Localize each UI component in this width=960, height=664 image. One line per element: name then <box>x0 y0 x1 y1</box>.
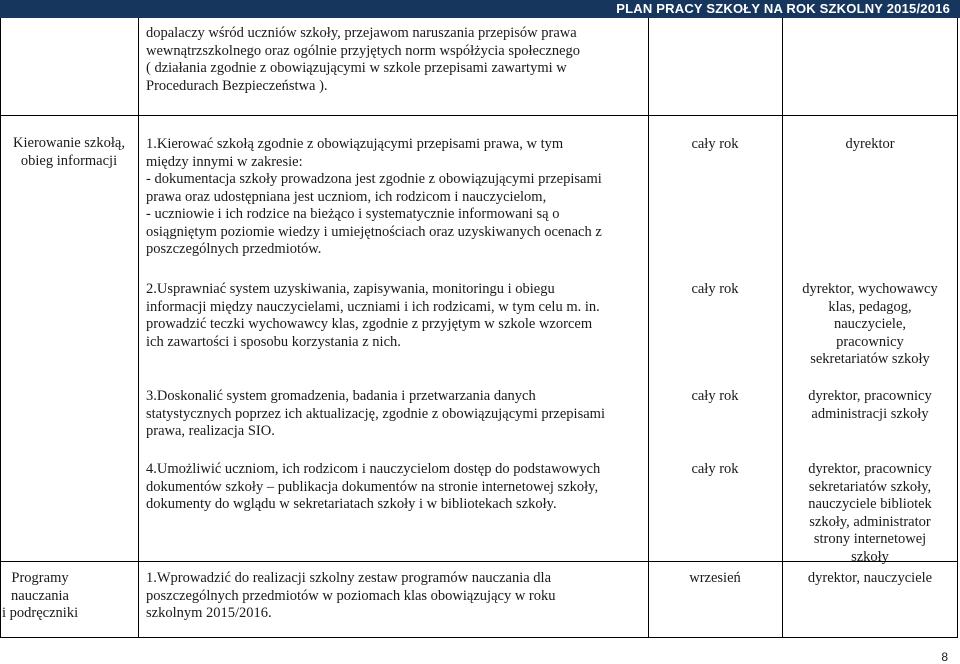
area-programy <box>2 570 78 623</box>
text-line: szkoły, administrator <box>809 513 931 530</box>
table-border-right <box>957 18 958 638</box>
text-line: dyrektor, nauczyciele <box>807 570 933 586</box>
text-line: pracownicy <box>836 333 904 350</box>
text-line: dyrektor, pracownicy <box>808 461 932 477</box>
text-line: dyrektor <box>845 136 895 152</box>
text-line: między innymi w zakresie: <box>146 153 303 170</box>
term-programy-1: wrzesień <box>689 570 741 586</box>
responsible-programy-1 <box>784 570 956 588</box>
table-border-left <box>0 18 1 638</box>
document-header-title: PLAN PRACY SZKOŁY NA ROK SZKOLNY 2015/2016 <box>616 1 950 16</box>
term-kierowanie-1: cały rok <box>691 136 739 152</box>
text-line: sekretariatów szkoły, <box>808 478 932 495</box>
column-divider-2 <box>648 18 649 638</box>
text-line: prawa oraz udostępniana jest uczniom, ich rodzicom i nauczycielom, <box>146 188 547 205</box>
area-label-line: nauczania <box>11 587 69 604</box>
text-line: poszczególnych przedmiotów. <box>146 241 322 257</box>
text-line: dokumenty do wglądu w sekretariatach szkoły i w bibliotekach szkoły. <box>146 496 557 512</box>
text-line: statystycznych poprzez ich aktualizację, zgodnie z obowiązującymi przepisami <box>146 405 605 422</box>
column-divider-3 <box>782 18 783 638</box>
responsible-kierowanie-3 <box>784 388 956 423</box>
text-line: strony internetowej <box>813 531 927 547</box>
text-line: szkoły <box>851 548 889 565</box>
text-line: 1.Wprowadzić do realizacji szkolny zestaw programów nauczania dla <box>146 570 552 586</box>
text-line: nauczyciele, <box>833 316 907 332</box>
task-kierowanie-3 <box>146 388 605 441</box>
area-label-line: Kierowanie szkołą, <box>13 135 125 151</box>
text-line: 3.Doskonalić system gromadzenia, badania i przetwarzania danych <box>146 388 536 404</box>
text-line: szkolnym 2015/2016. <box>146 605 272 621</box>
text-line: prowadzić teczki wychowawcy klas, zgodnie z przyjętym w szkole wzorcem <box>146 316 593 332</box>
text-line: dokumentów szkoły – publikacja dokumentów na stronie internetowej szkoły, <box>146 478 599 495</box>
area-label-line: obieg informacji <box>20 152 118 169</box>
text-line: - uczniowie i ich rodzice na bieżąco i systematycznie informowani są o <box>146 206 560 222</box>
text-line: wewnątrzszkolnego oraz ogólnie przyjętych norm współżycia społecznego <box>146 42 581 59</box>
text-line: prawa, realizacja SIO. <box>146 423 275 439</box>
text-line: informacji między nauczycielami, uczniami i ich rodzicami, w tym celu m. in. <box>146 298 600 315</box>
responsible-kierowanie-1 <box>784 136 956 154</box>
text-line: - dokumentacja szkoły prowadzona jest zgodnie z obowiązującymi przepisami <box>146 171 602 187</box>
text-line: administracji szkoły <box>811 405 929 422</box>
responsible-kierowanie-4 <box>784 461 956 566</box>
text-line: 4.Umożliwić uczniom, ich rodzicom i nauczycielom dostęp do podstawowych <box>146 461 601 477</box>
task-kierowanie-4 <box>146 461 600 514</box>
column-divider-1 <box>138 18 139 638</box>
task-programy-1 <box>146 570 556 623</box>
row-divider-top <box>0 115 958 116</box>
text-line: 2.Usprawniać system uzyskiwania, zapisywania, monitoringu i obiegu <box>146 281 555 297</box>
responsible-kierowanie-2 <box>784 281 956 369</box>
page-number: 8 <box>941 650 948 664</box>
text-line: osiągniętym poziomie wiedzy i umiejętnościach oraz uzyskiwanych ocenach z <box>146 223 602 240</box>
text-line: dyrektor, pracownicy <box>808 388 932 404</box>
area-label-line: i podręczniki <box>2 605 79 621</box>
text-line: 1.Kierować szkołą zgodnie z obowiązującymi przepisami prawa, w tym <box>146 136 564 152</box>
task-kierowanie-1 <box>146 136 602 259</box>
text-line: sekretariatów szkoły <box>810 351 930 367</box>
term-kierowanie-4: cały rok <box>691 461 739 477</box>
text-line: poszczególnych przedmiotów w poziomach klas obowiązujący w roku <box>146 587 556 604</box>
area-kierowanie <box>2 135 136 170</box>
text-line: ich zawartości i sposobu korzystania z nich. <box>146 333 401 350</box>
text-line: klas, pedagog, <box>828 298 912 315</box>
area-label-line: Programy <box>11 570 69 586</box>
text-line: Procedurach Bezpieczeństwa ). <box>146 77 328 94</box>
table-border-bottom <box>0 637 958 638</box>
text-line: ( działania zgodnie z obowiązującymi w szkole przepisami zawartymi w <box>146 60 567 76</box>
term-kierowanie-3: cały rok <box>691 388 739 404</box>
task-kierowanie-2 <box>146 281 600 351</box>
term-kierowanie-2: cały rok <box>691 281 739 297</box>
text-line: nauczyciele bibliotek <box>808 496 932 512</box>
top-row-text <box>146 25 580 95</box>
text-line: dyrektor, wychowawcy <box>802 281 938 297</box>
text-line: dopalaczy wśród uczniów szkoły, przejawom naruszania przepisów prawa <box>146 25 577 41</box>
